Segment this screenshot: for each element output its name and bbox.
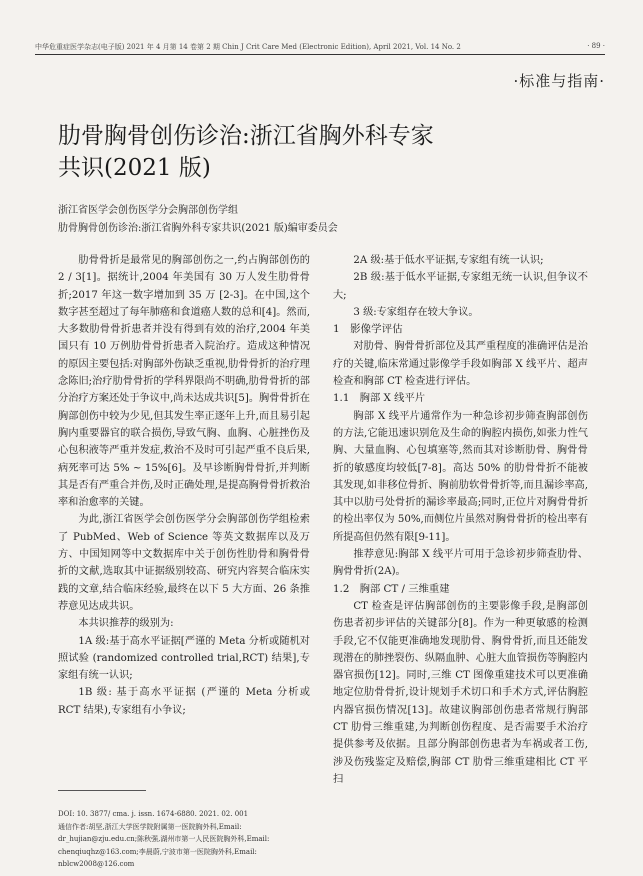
right-paragraph-3: 3 级:专家组存在较大争议。 (353, 306, 479, 318)
right-paragraph-6: 推荐意见:胸部 X 线平片可用于急诊初步筛查肋骨、胸骨骨折(2A)。 (333, 549, 588, 578)
article-title (58, 120, 538, 184)
left-paragraph-4: 1A 级:基于高水平证据[严谨的 Meta 分析或随机对照试验 (randomized controlled trial,RCT) 结果],专家组有统一认识; (58, 635, 310, 682)
journal-header: 中华危重症医学杂志(电子版) 2021 年 4 月第 14 卷第 2 期 Chin J Crit Care Med (Electronic Edition), April 2021, Vol. 14 No. 2 (35, 43, 461, 51)
footnote (58, 808, 310, 871)
header-rule (35, 54, 605, 55)
right-paragraph-5: 胸部 X 线平片通常作为一种急诊初步筛查胸部创伤的方法,它能迅速识别危及生命的胸腔内损伤,如张力性气胸、大量血胸、心包填塞等,然而其对诊断肋骨、胸骨骨折的敏感度均较低[7-8]。高达 50% 的肋骨骨折不能被其发现,如非移位骨折、胸前肋软骨骨折等,而且漏诊率高,其中以肋弓处骨折的漏诊率最高;同时,正位片对胸骨骨折的检出率仅为 50%,而侧位片虽然对胸骨骨折的检出率有所提高但仍然有限[9-11]。 (333, 410, 588, 543)
right-paragraph-2: 2B 级:基于低水平证据,专家组无统一认识,但争议不大; (333, 272, 588, 301)
left-paragraph-1: 肋骨骨折是最常见的胸部创伤之一,约占胸部创伤的 2 / 3[1]。据统计,2004 年美国有 30 万人发生肋骨骨折;2017 年这一数字增加到 35 万 [2-3]。在中国,这个数字甚至超过了每年肺癌和食道癌人数的总和[4]。然而,大多数肋骨骨折患者并没有得到有效的治疗,2004 年美国只有 10 万例肋骨骨折患者入院治疗。造成这种情况的原因主要包括:对胸部外伤缺乏重视,肋骨骨折的治疗理念陈旧;治疗肋骨骨折的学科界限尚不明确,肋骨骨折的部分治疗方案还处于争议中,尚未达成共识[5]。胸骨骨折在胸部创伤中较为少见,但其发生率正逐年上升,而且易引起胸内重要器官的联合损伤,导致气胸、血胸、心脏挫伤及心包积液等严重并发症,救治不及时可引起严重不良后果,病死率可达 5% ~ 15%[6]。及早诊断胸骨骨折,并判断其是否有严重合并伤,及时正确处理,是提高胸骨骨折救治率和治愈率的关键。 (58, 255, 310, 509)
right-column (333, 252, 588, 788)
left-paragraph-2: 为此,浙江省医学会创伤医学分会胸部创伤学组检索了 PubMed、Web of Science 等英文数据库以及万方、中国知网等中文数据库中关于创伤性肋骨和胸骨骨折的文献,选取其中证据级别较高、研究内容契合临床实践的文章,结合临床经验,最终在以下 5 大方面、26 条推荐意见达成共识。 (58, 514, 310, 612)
page-number: · 89 · (587, 42, 605, 50)
left-paragraph-3: 本共识推荐的级别为: (78, 618, 174, 630)
footnote-rule (58, 790, 146, 791)
section-label: ·标准与指南· (513, 72, 605, 90)
footnote-doi: DOI: 10. 3877/ cma. j. issn. 1674-6880. 2021. 02. 001 (58, 810, 249, 818)
heading-1: 1 影像学评估 (333, 323, 403, 336)
author-line-1: 浙江省医学会创伤医学分会胸部创伤学组 (58, 205, 238, 216)
right-paragraph-7: CT 检查是评估胸部创伤的主要影像手段,是胸部创伤患者初步评估的关键部分[8]。作为一种更敏感的检测手段,它不仅能更准确地发现肋骨、胸骨骨折,而且还能发现潜在的肺挫裂伤、纵隔血肿、心脏大血管损伤等胸腔内器官损伤[12]。同时,三维 CT 图像重建技术可以更准确地定位肋骨骨折,设计规划手术切口和手术方式,评估胸腔内器官损伤情况[13]。故建议胸部创伤患者常规行胸部 CT 肋骨三维重建,为判断创伤程度、是否需要手术治疗提供参考及依据。且部分胸部创伤患者为车祸或者工伤,涉及伤残鉴定及赔偿,胸部 CT 肋骨三维重建相比 CT 平扫 (333, 600, 588, 785)
title-line-2: 共识(2021 版) (58, 155, 211, 181)
author-block (58, 202, 338, 238)
heading-1-1: 1.1 胸部 X 线平片 (333, 392, 426, 405)
right-paragraph-1: 2A 级:基于低水平证据,专家组有统一认识; (353, 255, 544, 266)
left-paragraph-5: 1B 级: 基于高水平证据 (严谨的 Meta 分析或 RCT 结果),专家组有小争议; (58, 687, 310, 716)
footnote-authors: 通信作者:胡坚,浙江大学医学院附属第一医院胸外科,Email: dr_hujian@zju.edu.cn;陈秋强,湖州市第一人民医院胸外科,Email: chenqiuqhz@163.com;李晨蔚,宁波市第一医院胸外科,Email: nblcw2008@126.com (58, 822, 270, 868)
title-line-1: 肋骨胸骨创伤诊治:浙江省胸外科专家 (58, 123, 434, 149)
left-column (58, 252, 310, 719)
author-line-2: 肋骨胸骨创伤诊治:浙江省胸外科专家共识(2021 版)编审委员会 (58, 223, 338, 234)
right-paragraph-4: 对肋骨、胸骨骨折部位及其严重程度的准确评估是治疗的关键,临床常通过影像学手段如胸部 X 线平片、超声检查和胸部 CT 检查进行评估。 (333, 341, 588, 388)
heading-1-2: 1.2 胸部 CT / 三维重建 (333, 582, 450, 595)
